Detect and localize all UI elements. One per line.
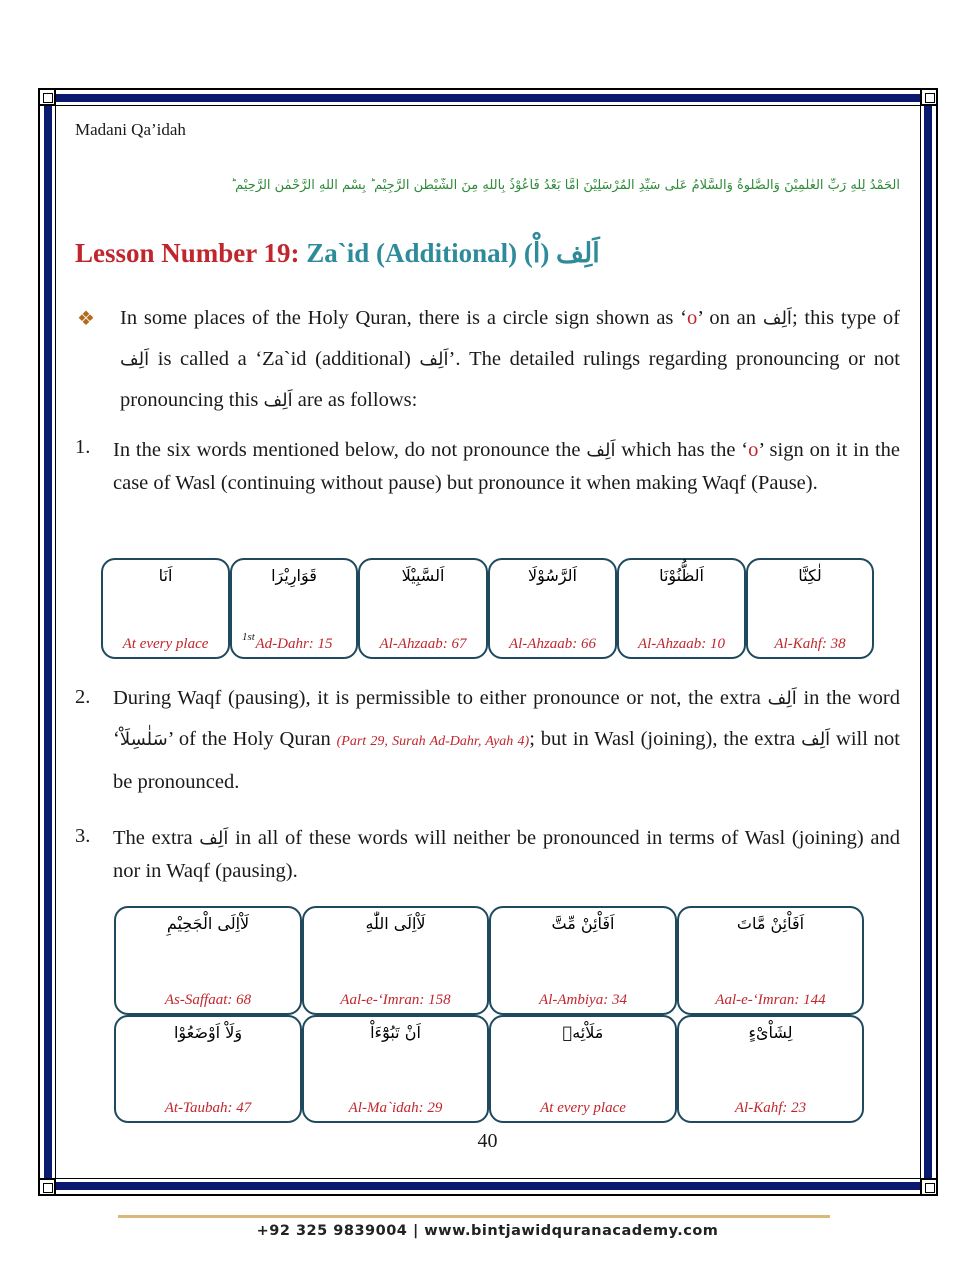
lesson-title: Za`id (Additional) اَلِف (اْ) <box>306 238 600 268</box>
intro-paragraph: In some places of the Holy Quran, there is a circle sign shown as ‘o’ on an اَلِف; this type of اَلِف is called a ‘Za`id (additional) اَلِف’. The detailed rulings regarding pronouncing or not pronouncing this اَلِف are as follows: <box>120 307 901 411</box>
quran-word: لِشَاْیْءٍ <box>748 1023 793 1042</box>
quran-word: اَلسَّبِيْلَا <box>401 566 445 585</box>
quran-word: لَاْاِلَى الْجَحِيْمِ <box>166 914 250 933</box>
word-card <box>489 1015 677 1123</box>
quran-word: اَفَاْئِنْ مِّتَّ <box>551 914 615 933</box>
word-card <box>302 906 489 1015</box>
quran-word: اَفَاْئِنْ مَّاتَ <box>736 914 805 933</box>
diamond-bullet-icon: ❖ <box>77 306 95 330</box>
quran-word: اَلرَّسُوْلَا <box>528 566 577 585</box>
corner-ornament <box>38 88 56 106</box>
surah-reference: Ad-Dahr: 15 <box>255 636 333 652</box>
word-card <box>101 558 230 659</box>
point-2-text: During Waqf (pausing), it is permissible to either pronounce or not, the extra اَلِف in the word ‘سَلٰسِلَاْ’ of the Holy Quran (Part 29, Surah Ad-Dahr, Ayah 4); but in Wasl (joining), the extra اَلِف will not be pronounced. <box>113 687 901 793</box>
word-card <box>746 558 874 659</box>
surah-reference: Al-Kahf: 38 <box>774 636 846 652</box>
surah-reference: Al-Ambiya: 34 <box>539 992 627 1008</box>
point-number: 1. <box>75 436 91 458</box>
quran-word: وَلَاْ اَوْضَعُوْا <box>173 1023 243 1042</box>
footer-rule <box>118 1215 830 1218</box>
quran-word: اَنْ تَبُوْٓءَاْ <box>370 1023 421 1042</box>
word-card <box>677 906 864 1015</box>
word-card <box>114 906 302 1015</box>
word-card <box>617 558 746 659</box>
surah-reference: Al-Kahf: 23 <box>734 1100 807 1116</box>
surah-reference: Aal-e-‘Imran: 144 <box>715 992 826 1008</box>
word-card <box>677 1015 864 1123</box>
point-number: 3. <box>75 825 91 847</box>
surah-reference: At every place <box>540 1100 626 1116</box>
quran-word: اَنَا <box>158 566 173 585</box>
quran-word: اَلظُّنُوْنَا <box>659 566 704 585</box>
word-card <box>302 1015 489 1123</box>
corner-ornament <box>920 88 938 106</box>
lesson-number: Lesson Number 19: <box>75 238 300 268</box>
point-number: 2. <box>75 686 91 708</box>
book-title: Madani Qa’idah <box>75 120 186 139</box>
word-card <box>230 558 358 659</box>
surah-reference: Al-Ma`idah: 29 <box>348 1100 443 1116</box>
footer-contact: +92 325 9839004 | www.bintjawidquranacademy.com <box>256 1223 719 1239</box>
surah-reference: Aal-e-‘Imran: 158 <box>340 992 451 1008</box>
surah-reference: As-Saffaat: 68 <box>164 992 252 1008</box>
word-card <box>358 558 488 659</box>
quran-word: لٰكِنَّا <box>798 566 822 585</box>
surah-reference: Al-Ahzaab: 66 <box>508 636 597 652</box>
word-card <box>488 558 617 659</box>
quran-word: لَاْاِلَى اللّٰهِ <box>365 914 426 933</box>
quran-word: مَلَاْئِهٖ <box>562 1023 604 1042</box>
corner-ornament <box>38 1178 56 1196</box>
quran-word: قَوَارِيْرَا <box>271 566 317 585</box>
word-card <box>489 906 677 1015</box>
point-1-text: In the six words mentioned below, do not pronounce the اَلِف which has the ‘o’ sign on it in the case of Wasl (continuing without pause) but pronounce it when making Waqf (Pause). <box>113 439 900 494</box>
surah-reference: At every place <box>122 636 209 652</box>
ordinal-note: 1st <box>242 631 255 643</box>
surah-reference: At-Taubah: 47 <box>164 1100 252 1116</box>
lesson-heading <box>75 238 600 269</box>
page-number: 40 <box>477 1130 498 1152</box>
surah-reference: Al-Ahzaab: 10 <box>637 636 726 652</box>
surah-reference: Al-Ahzaab: 67 <box>379 636 467 652</box>
corner-ornament <box>920 1178 938 1196</box>
word-card <box>114 1015 302 1123</box>
point-3-text: The extra اَلِف in all of these words will neither be pronounced in terms of Wasl (joining) and nor in Waqf (pausing). <box>113 827 901 882</box>
opening-dua: اَلْحَمْدُ لِلّٰهِ رَبِّ الْعٰلَمِیْنَ وَالصَّلٰوةُ وَالسَّلَامُ عَلٰی سَیِّدِ الْمُرْسَلِیْنَ اَمَّا بَعْدُ فَاَعُوْذُ بِاللّٰهِ مِنَ الشَّیْطٰنِ الرَّجِیْمِ ؕ بِسْمِ اللّٰهِ الرَّحْمٰنِ الرَّحِیْمِ ؕ <box>231 178 900 193</box>
